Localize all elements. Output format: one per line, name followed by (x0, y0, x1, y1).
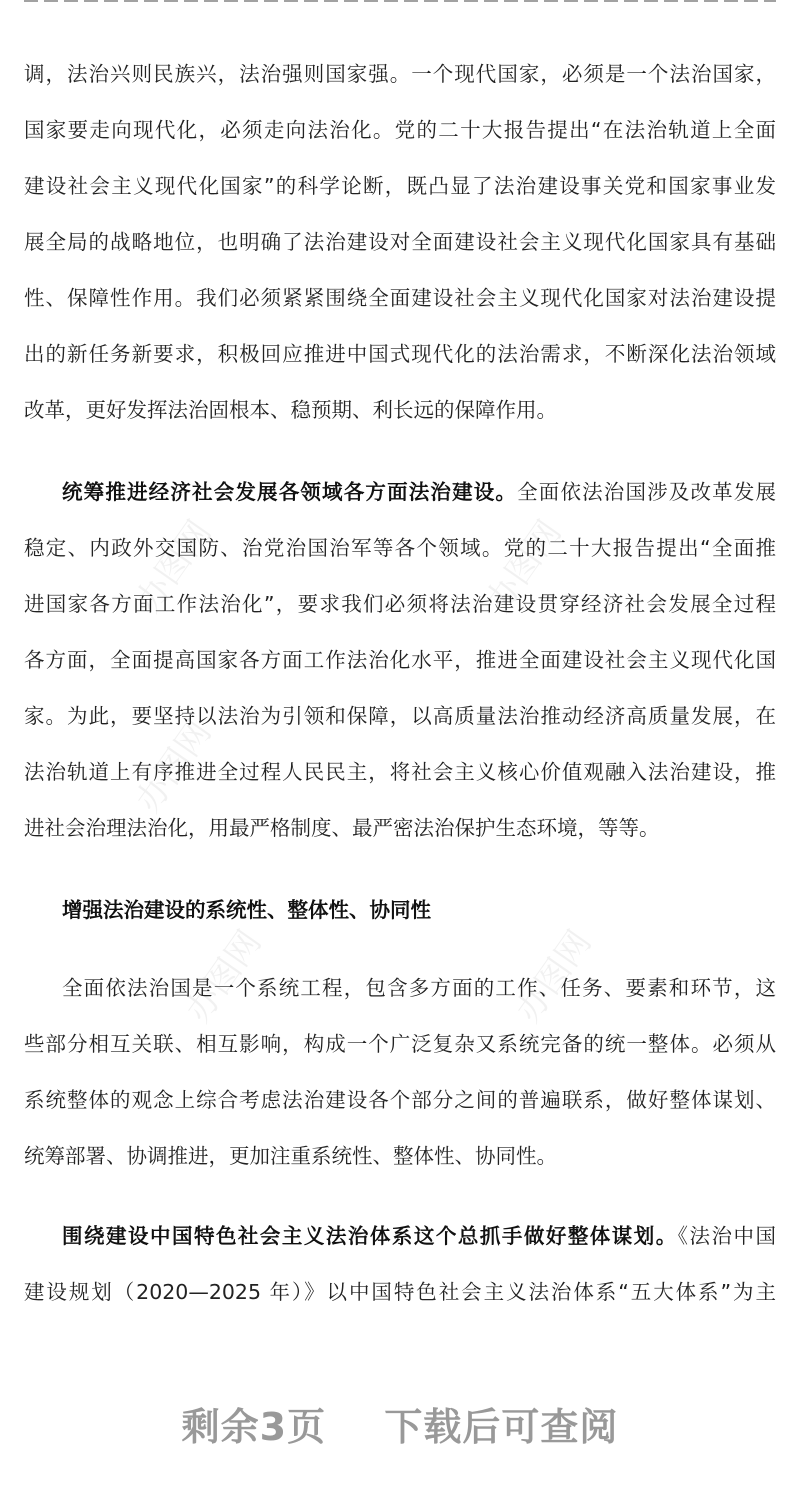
line-text: 《法治中国 (677, 1224, 776, 1248)
text-line (24, 464, 776, 520)
bold-lead-text: 统筹推进经济社会发展各领域各方面法治建设。 (62, 480, 518, 504)
text-line (24, 1208, 776, 1264)
watermark: 办图网 (508, 923, 600, 1030)
line-text: 系统整体的观念上综合考虑法治建设各个部分之间的普遍联系，做好整体谋划、 (24, 1088, 776, 1112)
text-line (24, 576, 776, 632)
line-text: 进社会治理法治化，用最严格制度、最严密法治保护生态环境，等等。 (24, 816, 660, 840)
section-heading (24, 882, 776, 938)
text-line (24, 1264, 776, 1320)
text-line (24, 46, 776, 102)
text-line (24, 744, 776, 800)
paragraph (24, 960, 776, 1184)
text-line (24, 102, 776, 158)
paragraph (24, 1208, 776, 1320)
line-text: 建设社会主义现代化国家”的科学论断，既凸显了法治建设事关党和国家事业发 (24, 174, 776, 198)
text-line (24, 270, 776, 326)
text-line (24, 1072, 776, 1128)
text-line (24, 1128, 776, 1184)
text-line (24, 158, 776, 214)
line-text: 些部分相互关联、相互影响，构成一个广泛复杂又系统完备的统一整体。必须从 (24, 1032, 776, 1056)
line-text: 进国家各方面工作法治化”，要求我们必须将法治建设贯穿经济社会发展全过程 (24, 592, 776, 616)
line-text: 性、保障性作用。我们必须紧紧围绕全面建设社会主义现代化国家对法治建设提 (24, 286, 776, 310)
cut-off-previous-line (24, 0, 776, 6)
line-text: 统筹部署、协调推进，更加注重系统性、整体性、协同性。 (24, 1144, 557, 1168)
line-text: 建设规划（2020—2025 年）》以中国特色社会主义法治体系“五大体系”为主 (24, 1280, 776, 1304)
text-line (24, 382, 776, 438)
watermark: 办图网 (128, 713, 220, 820)
text-line (24, 520, 776, 576)
text-line (24, 688, 776, 744)
line-text: 稳定、内政外交国防、治党治国治军等各个领域。党的二十大报告提出“全面推 (24, 536, 776, 560)
text-line (24, 882, 776, 938)
line-text: 出的新任务新要求，积极回应推进中国式现代化的法治需求，不断深化法治领域 (24, 342, 776, 366)
download-to-view-text: 下载后可查阅 (384, 1405, 619, 1449)
bold-lead-text: 围绕建设中国特色社会主义法治体系这个总抓手做好整体谋划。 (62, 1224, 678, 1248)
line-text: 全面依法治国涉及改革发展 (517, 480, 776, 504)
line-text: 法治轨道上有序推进全过程人民民主，将社会主义核心价值观融入法治建设，推 (24, 760, 776, 784)
watermark: 办图网 (478, 513, 570, 620)
line-text: 家。为此，要坚持以法治为引领和保障，以高质量法治推动经济高质量发展，在 (24, 704, 776, 728)
watermark: 办图网 (128, 513, 220, 620)
line-text: 全面依法治国是一个系统工程，包含多方面的工作、任务、要素和环节，这 (62, 976, 776, 1000)
text-line (24, 1016, 776, 1072)
download-prompt[interactable] (0, 1396, 800, 1451)
text-line (24, 326, 776, 382)
remaining-pages-text: 剩余3页 (181, 1405, 327, 1449)
line-text: 调，法治兴则民族兴，法治强则国家强。一个现代国家，必须是一个法治国家， (24, 62, 776, 86)
bold-lead-text: 增强法治建设的系统性、整体性、协同性 (62, 898, 431, 922)
line-text: 改革，更好发挥法治固根本、稳预期、利长远的保障作用。 (24, 398, 557, 422)
text-line (24, 632, 776, 688)
text-line (24, 214, 776, 270)
paragraph (24, 464, 776, 856)
line-text: 国家要走向现代化，必须走向法治化。党的二十大报告提出“在法治轨道上全面 (24, 118, 776, 142)
paragraph (24, 46, 776, 438)
watermark: 办图网 (178, 923, 270, 1030)
text-line (24, 800, 776, 856)
line-text: 展全局的战略地位，也明确了法治建设对全面建设社会主义现代化国家具有基础 (24, 230, 776, 254)
text-line (24, 960, 776, 1016)
line-text: 各方面，全面提高国家各方面工作法治化水平，推进全面建设社会主义现代化国 (24, 648, 776, 672)
